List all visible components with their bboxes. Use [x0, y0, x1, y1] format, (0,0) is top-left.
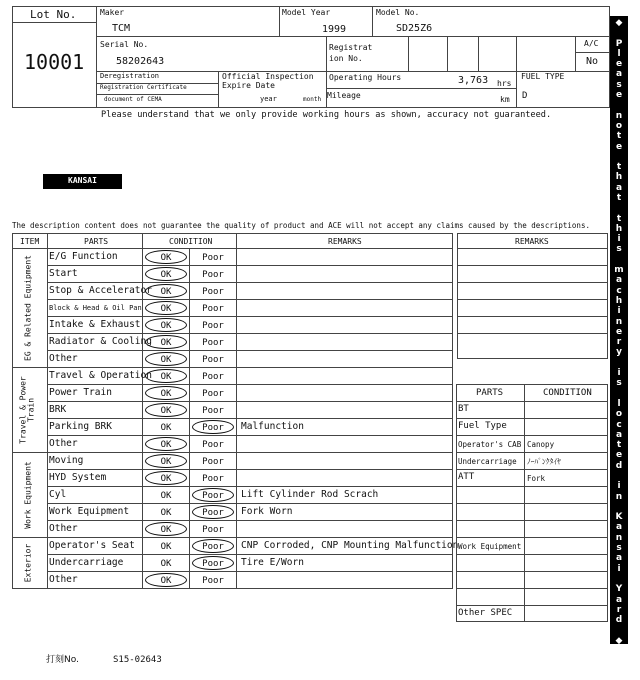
group-label: Exterior	[23, 543, 33, 582]
remark-text: Tire E/Worn	[241, 557, 304, 568]
condition-ok: OK	[160, 270, 172, 280]
header-remarks: REMARKS	[328, 237, 362, 246]
side-notice-char: d	[615, 615, 623, 626]
side-notice-char: a	[615, 182, 623, 193]
condition-ok: OK	[160, 440, 172, 450]
part-label: E/G Function	[49, 251, 118, 262]
condition-poor: Poor	[202, 338, 224, 348]
maker-value: TCM	[112, 23, 131, 34]
condition-poor: Poor	[202, 542, 224, 552]
spec-part-label: BT	[458, 404, 469, 414]
model-no-value: SD25Z6	[396, 23, 433, 34]
mileage-label: Mileage	[327, 91, 361, 100]
condition-ok: OK	[160, 474, 172, 484]
spec-part-label: Operator's CAB	[458, 440, 522, 449]
side-notice-char: i	[617, 234, 621, 245]
side-notice-band	[610, 16, 628, 644]
side-notice-char: s	[616, 378, 622, 389]
disclaimer-note: The description content does not guarantee the quality of product and ACE will not accept any claims caused by the descriptions.	[12, 221, 590, 230]
ok-circle-mark	[145, 284, 187, 298]
ok-circle-mark	[145, 437, 187, 451]
side-notice-char: n	[615, 316, 623, 327]
ok-circle-mark	[145, 573, 187, 587]
condition-poor: Poor	[202, 576, 224, 586]
group-label: Travel & Power Train	[18, 375, 36, 444]
condition-ok: OK	[160, 576, 172, 586]
side-notice-char: i	[617, 481, 621, 492]
side-notice-char: e	[615, 450, 623, 461]
model-year-value: 1999	[322, 24, 347, 35]
part-label: Radiator & Cooling	[49, 336, 152, 347]
condition-poor: Poor	[202, 559, 224, 569]
side-notice-char: o	[615, 120, 623, 131]
header-condition: CONDITION	[169, 237, 213, 246]
condition-poor: Poor	[202, 508, 224, 518]
condition-poor: Poor	[202, 270, 224, 280]
part-label: Other	[49, 574, 78, 585]
ok-circle-mark	[145, 335, 187, 349]
part-label: Moving	[49, 455, 84, 466]
part-label: Undercarriage	[49, 557, 124, 568]
side-notice-char: a	[615, 429, 623, 440]
part-label: Parking BRK	[49, 421, 112, 432]
part-label: Start	[49, 268, 78, 279]
side-notice-char: P	[615, 38, 623, 49]
part-label: BRK	[49, 404, 67, 415]
side-notice-char: a	[615, 594, 623, 605]
part-label: Intake & Exhaust	[49, 319, 141, 330]
condition-ok: OK	[160, 355, 172, 365]
condition-poor: Poor	[202, 372, 224, 382]
condition-ok: OK	[160, 559, 172, 569]
registration-no-label: Registration No.	[329, 43, 373, 63]
operating-hours-label: Operating Hours	[329, 73, 402, 82]
part-label: Power Train	[49, 387, 112, 398]
condition-poor: Poor	[202, 304, 224, 314]
part-label: Other	[49, 353, 78, 364]
ac-value: No	[586, 56, 599, 67]
side-notice-char: t	[616, 193, 622, 204]
side-notice-char: t	[616, 131, 622, 142]
poor-circle-mark	[192, 539, 234, 553]
condition-ok: OK	[160, 253, 172, 263]
poor-circle-mark	[192, 420, 234, 434]
condition-ok: OK	[160, 304, 172, 314]
side-notice-char: n	[615, 532, 623, 543]
side-notice-char: a	[615, 275, 623, 286]
side-notice-char: d	[615, 460, 623, 471]
side-notice-char: a	[615, 522, 623, 533]
condition-ok: OK	[160, 287, 172, 297]
side-notice-char: t	[616, 162, 622, 173]
condition-poor: Poor	[202, 355, 224, 365]
deregistration-label: Deregistration	[100, 72, 160, 80]
condition-poor: Poor	[202, 491, 224, 501]
condition-poor: Poor	[202, 423, 224, 433]
condition-poor: Poor	[202, 406, 224, 416]
side-notice-char: r	[616, 604, 622, 615]
spec-condition-value: Fork	[527, 474, 546, 483]
side-notice-char: a	[615, 553, 623, 564]
side-notice-char: K	[615, 512, 623, 523]
side-notice-char: Y	[615, 584, 623, 595]
ok-circle-mark	[145, 403, 187, 417]
side-notice-char: t	[616, 440, 622, 451]
condition-ok: OK	[160, 321, 172, 331]
group-label: Work Equipment	[23, 460, 33, 529]
group-label: EG & Related Equipment	[23, 254, 33, 361]
stamp-no: S15-02643	[113, 655, 162, 665]
lot-no-label: Lot No.	[30, 8, 77, 21]
side-notice-char: i	[617, 306, 621, 317]
header-item: ITEM	[20, 237, 40, 246]
spec-part-label: Other SPEC	[458, 608, 513, 618]
condition-ok: OK	[160, 338, 172, 348]
condition-poor: Poor	[202, 253, 224, 263]
side-notice-char: e	[615, 59, 623, 70]
part-label: HYD System	[49, 472, 107, 483]
side-notice-char: s	[616, 543, 622, 554]
part-label: Other	[49, 438, 78, 449]
poor-circle-mark	[192, 505, 234, 519]
model-no-label: Model No.	[376, 8, 420, 17]
spec-part-label: Undercarriage	[458, 457, 517, 466]
header-parts: PARTS	[84, 237, 109, 246]
side-notice-char: h	[615, 172, 623, 183]
part-label: Operator's Seat	[49, 540, 135, 551]
side-notice-char: s	[616, 244, 622, 255]
hrs-unit: hrs	[497, 79, 512, 88]
side-notice-char: e	[615, 326, 623, 337]
part-label: Block & Head & Oil Pan	[49, 304, 142, 312]
side-notice-char: i	[617, 368, 621, 379]
ok-circle-mark	[145, 250, 187, 264]
ok-circle-mark	[145, 318, 187, 332]
month-label: month	[303, 96, 322, 103]
registration-certificate-label: Registration Certificate	[100, 84, 187, 91]
spec-part-label: Work Equipment	[458, 542, 522, 551]
condition-ok: OK	[160, 525, 172, 535]
side-notice-char: c	[616, 285, 622, 296]
remark-text: Malfunction	[241, 421, 304, 432]
spec-header-condition: CONDITION	[543, 388, 592, 398]
condition-ok: OK	[160, 423, 172, 433]
condition-ok: OK	[160, 508, 172, 518]
side-notice-char: y	[616, 347, 622, 358]
serial-no-label: Serial No.	[100, 40, 149, 49]
remark-text: CNP Corroded, CNP Mounting Malfunction	[241, 540, 459, 551]
diamond-icon: ◆	[615, 635, 623, 646]
spec-condition-value: Canopy	[527, 440, 555, 449]
cema-label: document of CEMA	[104, 96, 162, 103]
side-notice-char: n	[615, 110, 623, 121]
condition-ok: OK	[160, 372, 172, 382]
year-label: year	[260, 95, 277, 103]
ok-circle-mark	[145, 471, 187, 485]
condition-poor: Poor	[202, 440, 224, 450]
side-notice-char: s	[616, 79, 622, 90]
fuel-type-value: D	[522, 91, 528, 101]
serial-no-value: 58202643	[116, 56, 165, 67]
poor-circle-mark	[192, 556, 234, 570]
stamp-label: 打刻No.	[46, 655, 79, 665]
ok-circle-mark	[145, 454, 187, 468]
spec-header-parts: PARTS	[476, 388, 504, 398]
diamond-icon: ◆	[615, 18, 623, 28]
model-year-label: Model Year	[282, 8, 331, 17]
side-notice-char: c	[616, 419, 622, 430]
remark-text: Fork Worn	[241, 506, 293, 517]
spec-condition-value: ﾉｰﾊﾟﾝｸﾀｲﾔ	[527, 457, 561, 466]
condition-poor: Poor	[202, 389, 224, 399]
part-label: Stop & Accelerator	[49, 285, 152, 296]
condition-poor: Poor	[202, 321, 224, 331]
part-label: Travel & Operation	[49, 370, 152, 381]
remark-text: Lift Cylinder Rod Scrach	[241, 489, 379, 500]
condition-ok: OK	[160, 542, 172, 552]
official-inspection-label: Official Inspection Expire Date	[222, 72, 314, 90]
side-notice-char: l	[617, 48, 621, 59]
side-notice-char: e	[615, 141, 623, 152]
poor-circle-mark	[192, 488, 234, 502]
maker-label: Maker	[100, 8, 125, 17]
condition-poor: Poor	[202, 457, 224, 467]
side-notice-char: e	[615, 90, 623, 101]
location-badge-text: KANSAI	[68, 176, 97, 185]
ok-circle-mark	[145, 301, 187, 315]
part-label: Cyl	[49, 489, 67, 500]
condition-ok: OK	[160, 457, 172, 467]
side-notice-char: l	[617, 398, 621, 409]
side-notice-char: i	[617, 563, 621, 574]
condition-poor: Poor	[202, 525, 224, 535]
ok-circle-mark	[145, 267, 187, 281]
operating-hours-value: 3,763	[458, 75, 489, 86]
condition-poor: Poor	[202, 474, 224, 484]
spec-part-label: Fuel Type	[458, 421, 507, 431]
lot-no-value: 10001	[24, 50, 85, 74]
side-notice-char: h	[615, 295, 623, 306]
part-label: Work Equipment	[49, 506, 130, 517]
working-hours-note: Please understand that we only provide working hours as shown, accuracy not guaranteed.	[101, 110, 552, 120]
side-notice-char: n	[615, 491, 623, 502]
ok-circle-mark	[145, 369, 187, 383]
ac-label: A/C	[584, 39, 599, 48]
side-notice-char: h	[615, 223, 623, 234]
ok-circle-mark	[145, 352, 187, 366]
side-notice-char: a	[615, 69, 623, 80]
condition-poor: Poor	[202, 287, 224, 297]
side-notice-char: r	[616, 337, 622, 348]
fuel-type-label: FUEL TYPE	[521, 72, 565, 81]
right-remarks-header: REMARKS	[515, 237, 549, 246]
side-notice-char: m	[614, 265, 624, 276]
side-notice-char: o	[615, 409, 623, 420]
spec-part-label: ATT	[458, 472, 475, 482]
ok-circle-mark	[145, 386, 187, 400]
ok-circle-mark	[145, 522, 187, 536]
part-label: Other	[49, 523, 78, 534]
condition-ok: OK	[160, 491, 172, 501]
km-unit: km	[500, 95, 510, 104]
condition-ok: OK	[160, 389, 172, 399]
condition-ok: OK	[160, 406, 172, 416]
side-notice-char: t	[616, 213, 622, 224]
